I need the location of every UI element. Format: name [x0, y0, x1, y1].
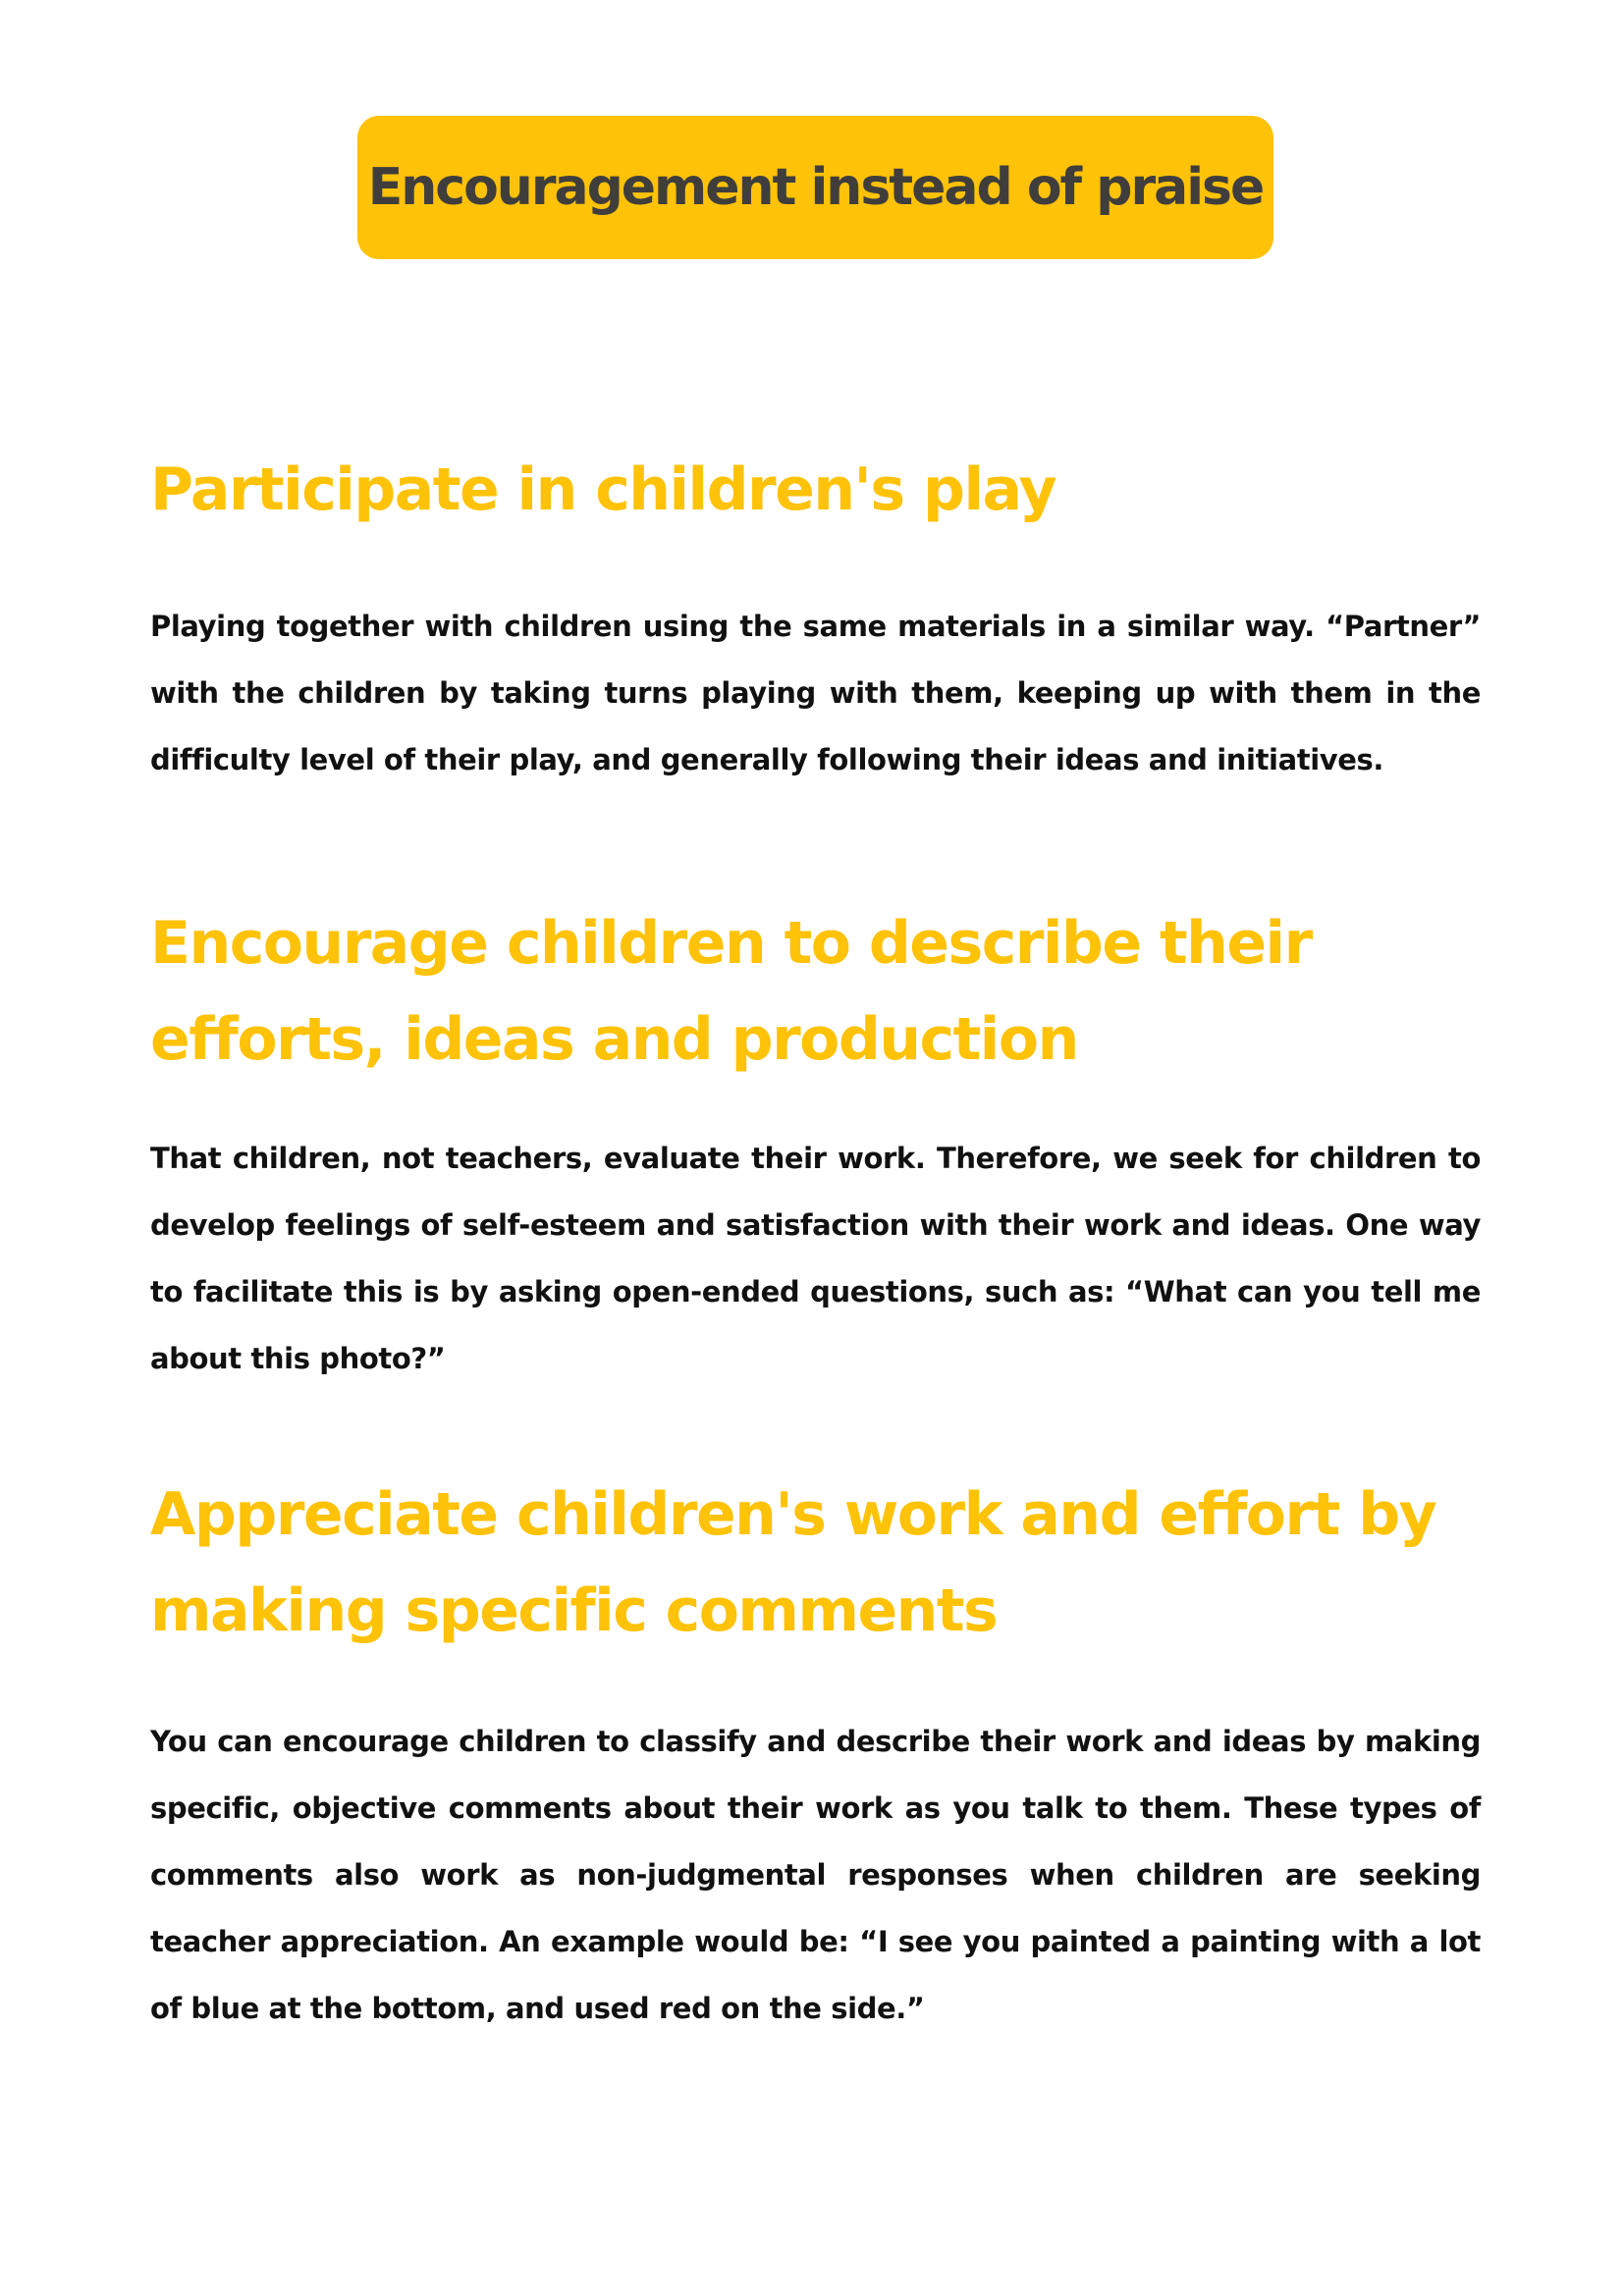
section-heading: Appreciate children's work and effort by making specific comments [150, 1480, 1436, 1645]
section-encourage-describe [150, 895, 1481, 1392]
section-appreciate [150, 1467, 1481, 2042]
section-body: Playing together with children using the same materials in a similar way. “Partner” with the children by taking turns playing with them, keeping up with them in the difficulty level of their play, and generally following their ideas and initiatives. [150, 610, 1481, 776]
title-banner [357, 116, 1273, 259]
section-heading: Participate in children's play [150, 455, 1056, 524]
section-heading: Encourage children to describe their efforts, ideas and production [150, 909, 1312, 1074]
section-body: That children, not teachers, evaluate their work. Therefore, we seek for children to develop feelings of self-esteem and satisfaction with their work and ideas. One way to facilitate this is by asking open-ended questions, such as: “What can you tell me about this photo?” [150, 1142, 1481, 1375]
section-participate [150, 442, 1481, 793]
page-title: Encouragement instead of praise [367, 158, 1264, 217]
section-body: You can encourage children to classify and describe their work and ideas by making specific, objective comments about their work as you talk to them. These types of comments also work as non-judgmental responses when children are seeking teacher appreciation. An example would be: “I see you painted a painting with a lot of blue at the bottom, and used red on the side.” [150, 1725, 1481, 2025]
